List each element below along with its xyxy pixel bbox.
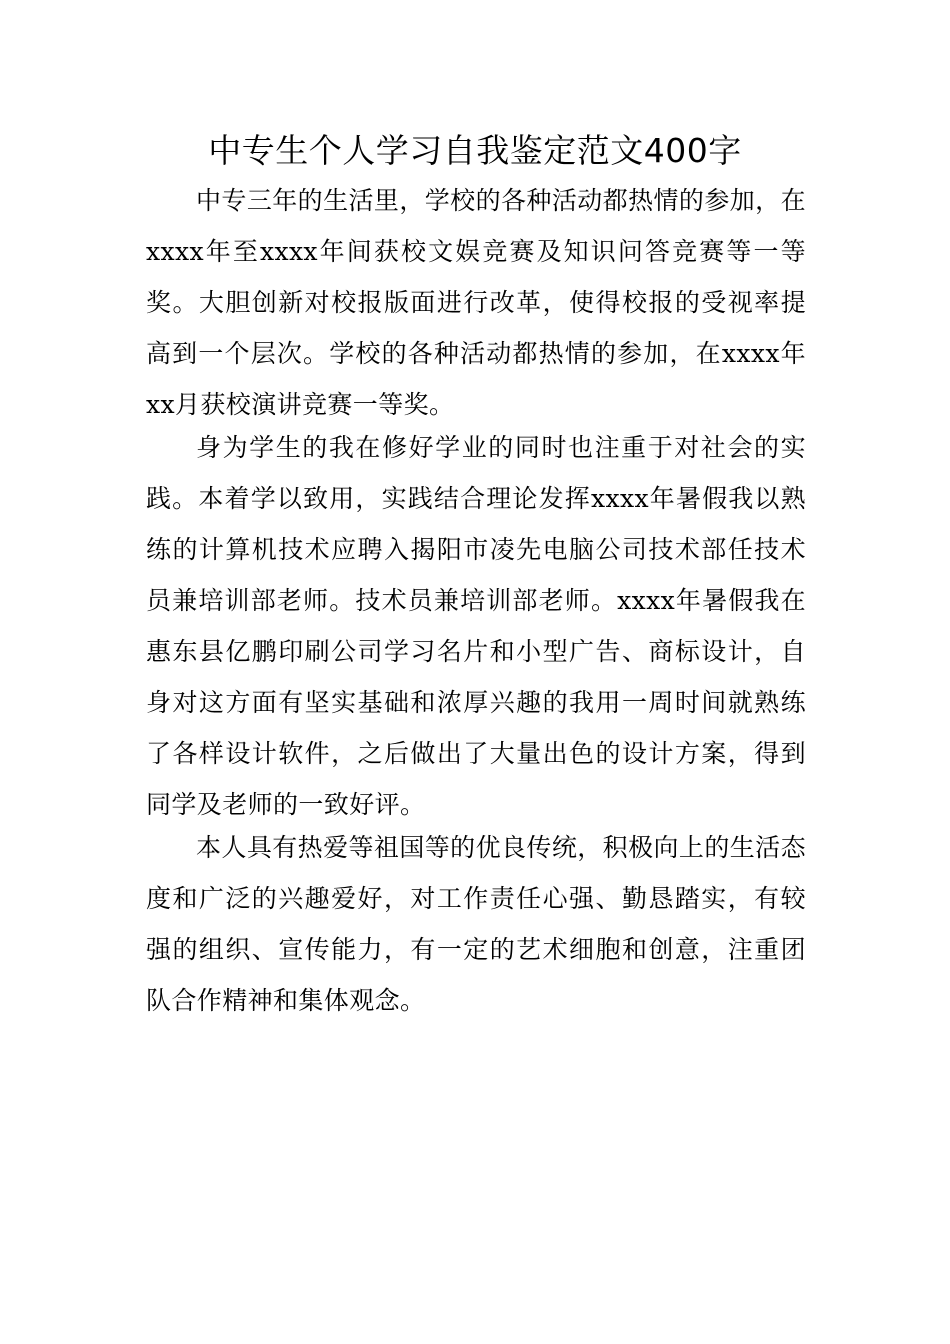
document-title: 中专生个人学习自我鉴定范文400字 [208, 131, 742, 170]
paragraph-practice: 身为学生的我在修好学业的同时也注重于对社会的实践。本着学以致用，实践结合理论发挥xxxx年暑假我以熟练的计算机技术应聘入揭阳市凌先电脑公司技术部任技术员兼培训部老师。技术员兼培训部老师。xxxx年暑假我在惠东县亿鹏印刷公司学习名片和小型广告、商标设计，自身对这方面有坚实基础和浓厚兴趣的我用一周时间就熟练了各样设计软件，之后做出了大量出色的设计方案，得到同学及老师的一致好评。 [146, 433, 806, 819]
paragraph-character: 本人具有热爱等祖国等的优良传统，积极向上的生活态度和广泛的兴趣爱好，对工作责任心强、勤恳踏实，有较强的组织、宣传能力，有一定的艺术细胞和创意，注重团队合作精神和集体观念。 [146, 833, 806, 1015]
paragraph-activities: 中专三年的生活里，学校的各种活动都热情的参加，在xxxx年至xxxx年间获校文娱竞赛及知识问答竞赛等一等奖。大胆创新对校报版面进行改革，使得校报的受视率提高到一个层次。学校的各种活动都热情的参加，在xxxx年xx月获校演讲竞赛一等奖。 [146, 186, 806, 419]
